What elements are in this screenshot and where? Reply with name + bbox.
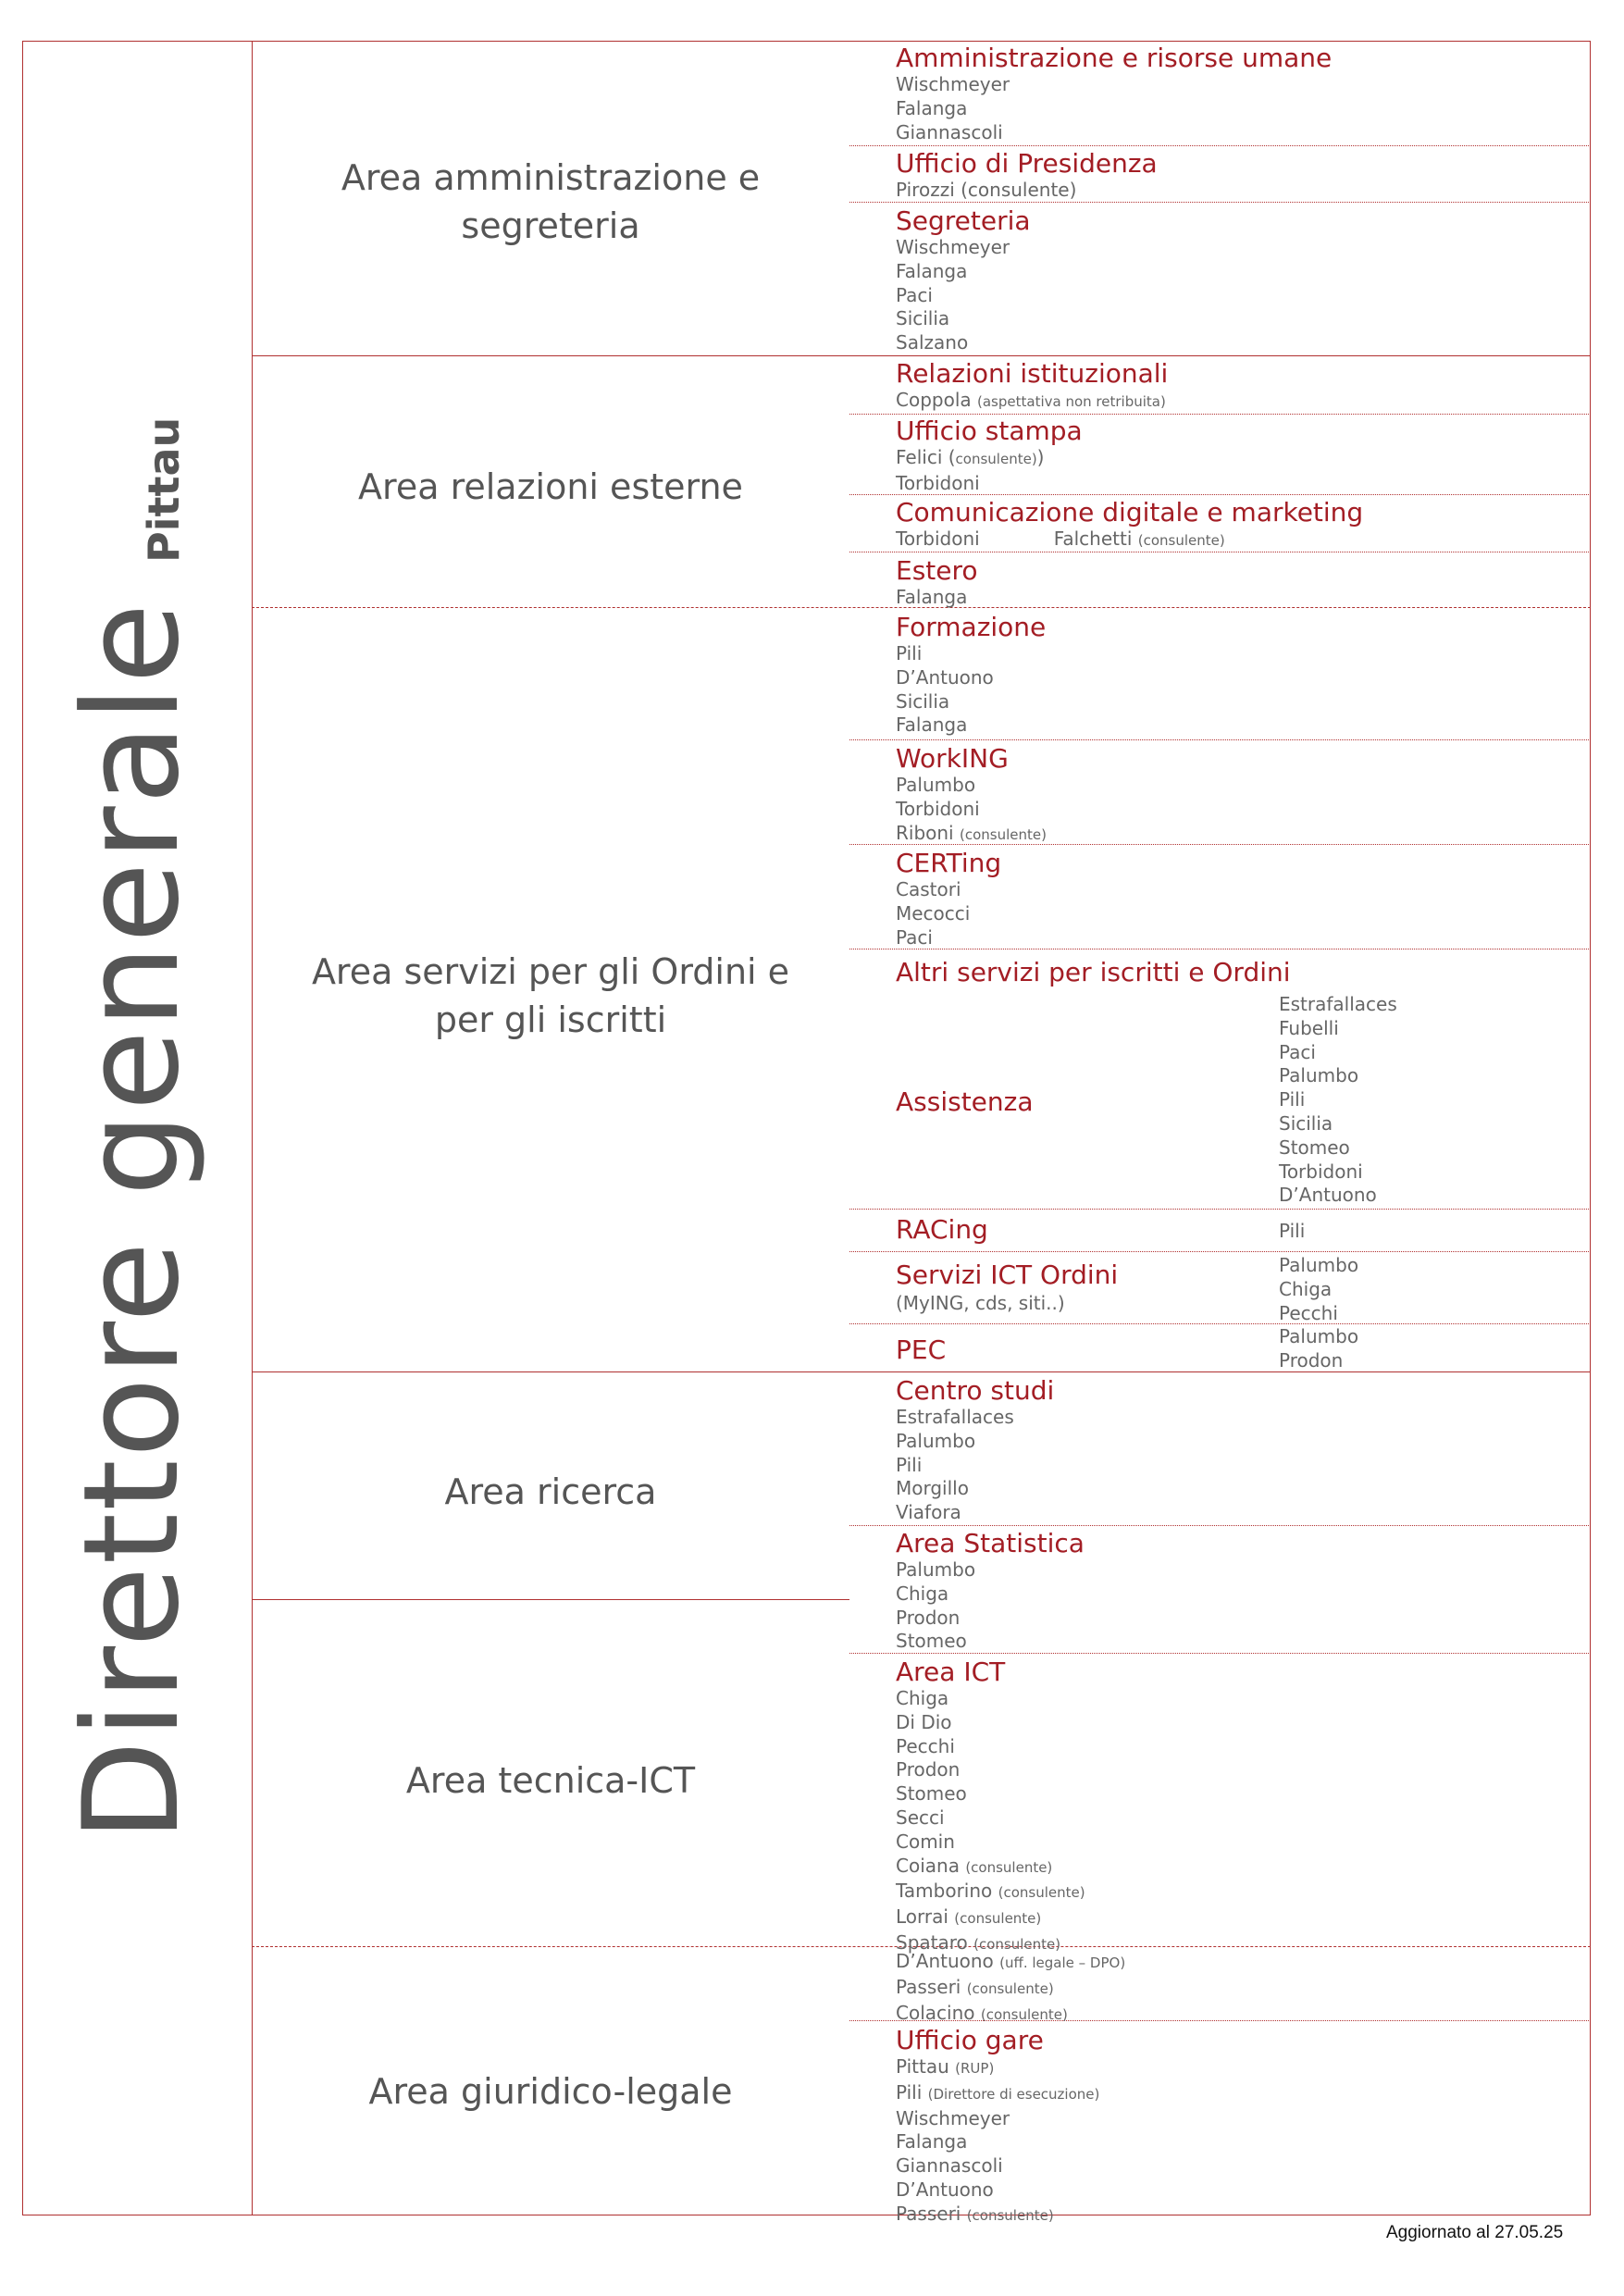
update-date: Aggiornato al 27.05.25 — [1386, 2223, 1564, 2242]
area-ricerca: Area ricerca — [444, 1471, 657, 1512]
person: Pittau (RUP) — [896, 2055, 995, 2078]
section-estero — [896, 555, 978, 610]
person: D’Antuono — [1279, 1184, 1377, 1207]
person: Prodon — [1279, 1348, 1344, 1371]
person: Prodon — [896, 1606, 961, 1629]
person: Palumbo — [1279, 1064, 1359, 1087]
person: Comin — [896, 1830, 955, 1853]
area-tecnica: Area tecnica-ICT — [405, 1760, 696, 1801]
section-separator — [849, 1525, 1591, 1526]
person: D’Antuono (uff. legale – DPO) — [896, 1950, 1126, 1972]
person: Estrafallaces — [1279, 993, 1397, 1015]
person: Falchetti — [1053, 527, 1133, 550]
person: Pirozzi (consulente) — [896, 179, 1077, 201]
person: Torbidoni — [896, 471, 980, 494]
person: Colacino (consulente) — [896, 2001, 1068, 2024]
section-working — [896, 743, 1047, 847]
section-separator — [849, 1323, 1591, 1324]
person: Lorrai (consulente) — [896, 1905, 1042, 1929]
section-presidenza — [896, 148, 1158, 203]
person: Di Dio — [896, 1710, 952, 1733]
section-title: Ufficio di Presidenza — [896, 148, 1158, 179]
section-comunicazione — [896, 497, 1363, 553]
area-servizi: Area servizi per gli Ordini e per gli iscritti — [311, 951, 790, 1040]
ict-ordini-subtitle: (MyING, cds, siti..) — [896, 1292, 1065, 1314]
person: Wischmeyer — [896, 2106, 1010, 2129]
director-name-wrap — [139, 417, 189, 563]
person: Stomeo — [896, 1630, 967, 1653]
person: Torbidoni — [896, 797, 980, 820]
area-relazioni: Area relazioni esterne — [358, 466, 743, 507]
section-title: Amministrazione e risorse umane — [896, 43, 1333, 73]
person: Morgillo — [896, 1477, 969, 1500]
person: Wischmeyer — [896, 236, 1010, 258]
person: Torbidoni — [896, 527, 980, 550]
person: Falanga — [896, 259, 968, 282]
person: Pecchi — [1279, 1301, 1338, 1324]
section-legale — [896, 1950, 1125, 2027]
person: Giannascoli — [896, 120, 1003, 143]
person: D’Antuono — [896, 665, 994, 689]
subsection-ict-ordini: Servizi ICT Ordini — [896, 1260, 1119, 1290]
person: Sicilia — [896, 307, 950, 330]
area-separator — [252, 1599, 849, 1600]
person: Felici (consulente)) — [896, 446, 1045, 468]
subsection-assistenza: Assistenza — [896, 1086, 1034, 1117]
person: Coppola (aspettativa non retribuita) — [896, 389, 1166, 411]
person: Mecocci — [896, 901, 971, 925]
person: Pili (Direttore di esecuzione) — [896, 2080, 1100, 2104]
section-separator — [849, 1209, 1591, 1210]
person: D’Antuono — [896, 2178, 994, 2201]
person: Falanga — [896, 2130, 968, 2153]
person: Stomeo — [1279, 1136, 1350, 1159]
person: Falanga — [896, 96, 968, 119]
person: Torbidoni — [1279, 1160, 1363, 1183]
person: Paci — [896, 925, 933, 949]
section-separator — [849, 1251, 1591, 1252]
area-separator — [252, 355, 1591, 356]
section-altri-servizi — [896, 957, 1291, 987]
person: Passeri (consulente) — [896, 2202, 1054, 2225]
person: Salzano — [896, 331, 969, 354]
person: Secci — [896, 1806, 945, 1829]
pec-people — [1279, 1325, 1358, 1373]
section-title: Comunicazione digitale e marketing — [896, 497, 1364, 527]
section-segreteria — [896, 205, 1031, 355]
person: Sicilia — [896, 689, 950, 713]
person: Palumbo — [1279, 1254, 1359, 1276]
section-title: Area ICT — [896, 1657, 1006, 1687]
person: Chiga — [896, 1582, 949, 1605]
person: Paci — [1279, 1040, 1316, 1063]
person: Coiana (consulente) — [896, 1854, 1053, 1877]
person: Wischmeyer — [896, 73, 1010, 95]
section-separator — [849, 145, 1591, 146]
section-title: Segreteria — [896, 205, 1031, 236]
person: Paci — [896, 283, 933, 306]
person: Chiga — [896, 1687, 949, 1709]
person: Chiga — [1279, 1277, 1333, 1300]
section-statistica — [896, 1528, 1085, 1654]
area-amministrazione: Area amministrazione e segreteria — [341, 157, 761, 246]
subsection-racing: RACing — [896, 1214, 988, 1245]
person: Falanga — [896, 586, 968, 608]
director-name: Pittau — [139, 416, 189, 563]
section-formazione — [896, 612, 1046, 738]
racing-people — [1279, 1220, 1305, 1244]
area-separator — [252, 1371, 1591, 1372]
person: Tamborino (consulente) — [896, 1880, 1085, 1903]
section-ict — [896, 1657, 1085, 1957]
section-title: Ufficio stampa — [896, 416, 1083, 446]
person: Palumbo — [1279, 1325, 1359, 1347]
person: Falanga — [896, 714, 968, 737]
column-divider — [252, 41, 253, 2215]
area-giuridico: Area giuridico-legale — [368, 2071, 733, 2112]
section-separator — [849, 739, 1591, 740]
section-title: Altri servizi per iscritti e Ordini — [896, 957, 1291, 987]
section-stampa — [896, 416, 1083, 496]
person: Spataro (consulente) — [896, 1930, 1061, 1954]
section-title: WorkING — [896, 743, 1009, 774]
section-centro-studi — [896, 1375, 1054, 1525]
person: Palumbo — [896, 774, 976, 796]
person: Pecchi — [896, 1734, 955, 1757]
person: Estrafallaces — [896, 1406, 1014, 1428]
section-amministrazione — [896, 43, 1332, 144]
section-title: Estero — [896, 555, 978, 586]
section-relazioni — [896, 358, 1168, 415]
person: Pili — [1279, 1088, 1306, 1111]
director-label: Direttore generale — [56, 601, 208, 1842]
person: Fubelli — [1279, 1016, 1339, 1039]
person: Sicilia — [1279, 1111, 1333, 1135]
subsection-pec: PEC — [896, 1334, 947, 1365]
section-title: Formazione — [896, 612, 1047, 642]
person-row: Torbidoni Falchetti (consulente) — [896, 527, 1225, 550]
section-title: CERTing — [896, 848, 1002, 878]
person: Riboni (consulente) — [896, 821, 1047, 844]
person: Giannascoli — [896, 2154, 1003, 2178]
person: Prodon — [896, 1758, 961, 1781]
person: Passeri (consulente) — [896, 1975, 1054, 1998]
person: Pili — [896, 642, 923, 664]
assistenza-people — [1279, 993, 1397, 1208]
person: Pili — [896, 1453, 923, 1476]
person: Castori — [896, 878, 961, 900]
person: Pili — [1279, 1220, 1306, 1242]
section-gare — [896, 2025, 1099, 2228]
section-title: Centro studi — [896, 1375, 1055, 1406]
section-title: Ufficio gare — [896, 2025, 1044, 2055]
director-title — [56, 602, 208, 1843]
person: Viafora — [896, 1501, 961, 1524]
person: Palumbo — [896, 1429, 976, 1452]
section-title: Relazioni istituzionali — [896, 358, 1169, 389]
section-certing — [896, 848, 1001, 949]
section-title: Area Statistica — [896, 1528, 1085, 1558]
person: Stomeo — [896, 1782, 967, 1806]
ict-ordini-people — [1279, 1254, 1358, 1325]
person: Palumbo — [896, 1558, 976, 1581]
